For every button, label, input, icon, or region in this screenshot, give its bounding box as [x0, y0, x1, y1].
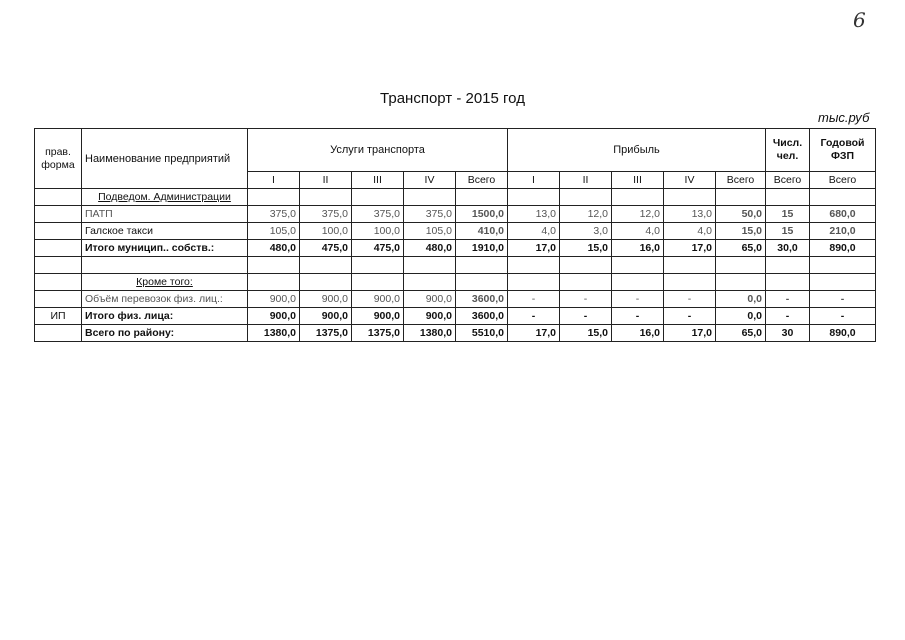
subheader-cell: Всего [716, 172, 766, 189]
value-cell: - [810, 308, 876, 325]
value-cell [766, 189, 810, 206]
value-cell [612, 274, 664, 291]
value-cell: 1910,0 [456, 240, 508, 257]
value-cell [664, 274, 716, 291]
enterprise-name-cell: Итого муницип.. собств.: [82, 240, 248, 257]
value-cell: 890,0 [810, 325, 876, 342]
value-cell: 900,0 [300, 291, 352, 308]
value-cell: 900,0 [352, 291, 404, 308]
value-cell [560, 257, 612, 274]
value-cell: 17,0 [664, 240, 716, 257]
page-number-mark: 6 [853, 8, 866, 32]
table-row [35, 325, 876, 342]
legal-form-cell [35, 257, 82, 274]
value-cell: 100,0 [352, 223, 404, 240]
legal-form-cell [35, 325, 82, 342]
header-legal-form: прав. форма [35, 129, 82, 189]
value-cell: 15 [766, 206, 810, 223]
value-cell [664, 257, 716, 274]
value-cell: 890,0 [810, 240, 876, 257]
value-cell [716, 189, 766, 206]
value-cell: 375,0 [300, 206, 352, 223]
value-cell: 480,0 [248, 240, 300, 257]
value-cell [300, 189, 352, 206]
header-services: Услуги транспорта [248, 129, 508, 172]
value-cell: - [766, 291, 810, 308]
subheader-cell: Всего [766, 172, 810, 189]
value-cell [612, 189, 664, 206]
value-cell: 30 [766, 325, 810, 342]
value-cell: 17,0 [508, 325, 560, 342]
value-cell [352, 189, 404, 206]
subheader-cell: III [612, 172, 664, 189]
value-cell: 1375,0 [300, 325, 352, 342]
value-cell: 50,0 [716, 206, 766, 223]
value-cell: 13,0 [664, 206, 716, 223]
transport-report-table [34, 128, 876, 342]
table-row [35, 291, 876, 308]
subheader-cell: IV [404, 172, 456, 189]
value-cell [404, 274, 456, 291]
value-cell: - [560, 308, 612, 325]
value-cell [716, 274, 766, 291]
value-cell: 475,0 [352, 240, 404, 257]
value-cell [404, 189, 456, 206]
value-cell [560, 274, 612, 291]
subheader-cell: Всего [456, 172, 508, 189]
value-cell: 900,0 [248, 308, 300, 325]
value-cell: 1380,0 [404, 325, 456, 342]
value-cell: 410,0 [456, 223, 508, 240]
value-cell: 12,0 [560, 206, 612, 223]
subheader-cell: II [300, 172, 352, 189]
page-title: Транспорт - 2015 год [380, 90, 525, 107]
legal-form-cell [35, 291, 82, 308]
value-cell: 4,0 [612, 223, 664, 240]
table-row [35, 189, 876, 206]
subheader-cell: II [560, 172, 612, 189]
table-row [35, 223, 876, 240]
value-cell: 3600,0 [456, 308, 508, 325]
value-cell: - [664, 308, 716, 325]
value-cell: 900,0 [404, 291, 456, 308]
value-cell: 375,0 [248, 206, 300, 223]
legal-form-cell [35, 240, 82, 257]
value-cell: 900,0 [404, 308, 456, 325]
enterprise-name-cell: Объём перевозок физ. лиц.: [82, 291, 248, 308]
enterprise-name-cell: ПАТП [82, 206, 248, 223]
value-cell [456, 189, 508, 206]
value-cell [560, 189, 612, 206]
value-cell: - [612, 308, 664, 325]
value-cell [612, 257, 664, 274]
value-cell: 15,0 [560, 240, 612, 257]
subheader-cell: I [508, 172, 560, 189]
value-cell [810, 257, 876, 274]
value-cell: 100,0 [300, 223, 352, 240]
enterprise-name-cell: Всего по району: [82, 325, 248, 342]
value-cell: - [560, 291, 612, 308]
value-cell: 105,0 [248, 223, 300, 240]
header-employees: Числ. чел. [766, 129, 810, 172]
value-cell: 4,0 [664, 223, 716, 240]
subheader-cell: Всего [810, 172, 876, 189]
value-cell: - [508, 291, 560, 308]
value-cell [508, 274, 560, 291]
value-cell: 1380,0 [248, 325, 300, 342]
value-cell: 0,0 [716, 291, 766, 308]
value-cell [508, 257, 560, 274]
value-cell: 13,0 [508, 206, 560, 223]
value-cell: 17,0 [508, 240, 560, 257]
table-row [35, 308, 876, 325]
table-row [35, 240, 876, 257]
value-cell: 475,0 [300, 240, 352, 257]
enterprise-name-cell: Подведом. Администрации [82, 189, 248, 206]
header-name: Наименование предприятий [82, 129, 248, 189]
value-cell [248, 274, 300, 291]
header-profit: Прибыль [508, 129, 766, 172]
value-cell [456, 274, 508, 291]
value-cell: 30,0 [766, 240, 810, 257]
value-cell: 210,0 [810, 223, 876, 240]
enterprise-name-cell: Итого физ. лица: [82, 308, 248, 325]
header-payroll: Годовой ФЗП [810, 129, 876, 172]
value-cell: 105,0 [404, 223, 456, 240]
value-cell: 3,0 [560, 223, 612, 240]
value-cell: 15,0 [716, 223, 766, 240]
header-row [35, 129, 876, 172]
enterprise-name-cell: Кроме того: [82, 274, 248, 291]
value-cell: 900,0 [300, 308, 352, 325]
value-cell: 680,0 [810, 206, 876, 223]
value-cell: 1375,0 [352, 325, 404, 342]
value-cell: - [508, 308, 560, 325]
legal-form-cell [35, 223, 82, 240]
value-cell [508, 189, 560, 206]
value-cell [248, 189, 300, 206]
subheader-cell: IV [664, 172, 716, 189]
value-cell: 15 [766, 223, 810, 240]
value-cell: 5510,0 [456, 325, 508, 342]
value-cell [664, 189, 716, 206]
value-cell [300, 274, 352, 291]
value-cell [404, 257, 456, 274]
subheader-cell: III [352, 172, 404, 189]
value-cell: 65,0 [716, 325, 766, 342]
legal-form-cell: ИП [35, 308, 82, 325]
value-cell: 4,0 [508, 223, 560, 240]
value-cell [810, 189, 876, 206]
value-cell: 16,0 [612, 325, 664, 342]
value-cell: 1500,0 [456, 206, 508, 223]
subheader-cell: I [248, 172, 300, 189]
legal-form-cell [35, 206, 82, 223]
value-cell: 12,0 [612, 206, 664, 223]
enterprise-name-cell [82, 257, 248, 274]
value-cell [300, 257, 352, 274]
value-cell: - [612, 291, 664, 308]
legal-form-cell [35, 274, 82, 291]
value-cell: 3600,0 [456, 291, 508, 308]
value-cell: - [664, 291, 716, 308]
value-cell: 375,0 [404, 206, 456, 223]
table-row [35, 257, 876, 274]
value-cell: 480,0 [404, 240, 456, 257]
value-cell [248, 257, 300, 274]
units-label: тыс.руб [818, 110, 870, 125]
table-row [35, 274, 876, 291]
value-cell: 65,0 [716, 240, 766, 257]
value-cell: - [766, 308, 810, 325]
value-cell: 16,0 [612, 240, 664, 257]
value-cell: - [810, 291, 876, 308]
table-row [35, 206, 876, 223]
legal-form-cell [35, 189, 82, 206]
value-cell: 15,0 [560, 325, 612, 342]
value-cell: 0,0 [716, 308, 766, 325]
value-cell: 900,0 [248, 291, 300, 308]
value-cell [766, 274, 810, 291]
value-cell: 900,0 [352, 308, 404, 325]
table-body [35, 189, 876, 342]
value-cell [352, 257, 404, 274]
value-cell: 17,0 [664, 325, 716, 342]
value-cell [716, 257, 766, 274]
value-cell [352, 274, 404, 291]
value-cell [810, 274, 876, 291]
value-cell [456, 257, 508, 274]
enterprise-name-cell: Галское такси [82, 223, 248, 240]
value-cell: 375,0 [352, 206, 404, 223]
value-cell [766, 257, 810, 274]
